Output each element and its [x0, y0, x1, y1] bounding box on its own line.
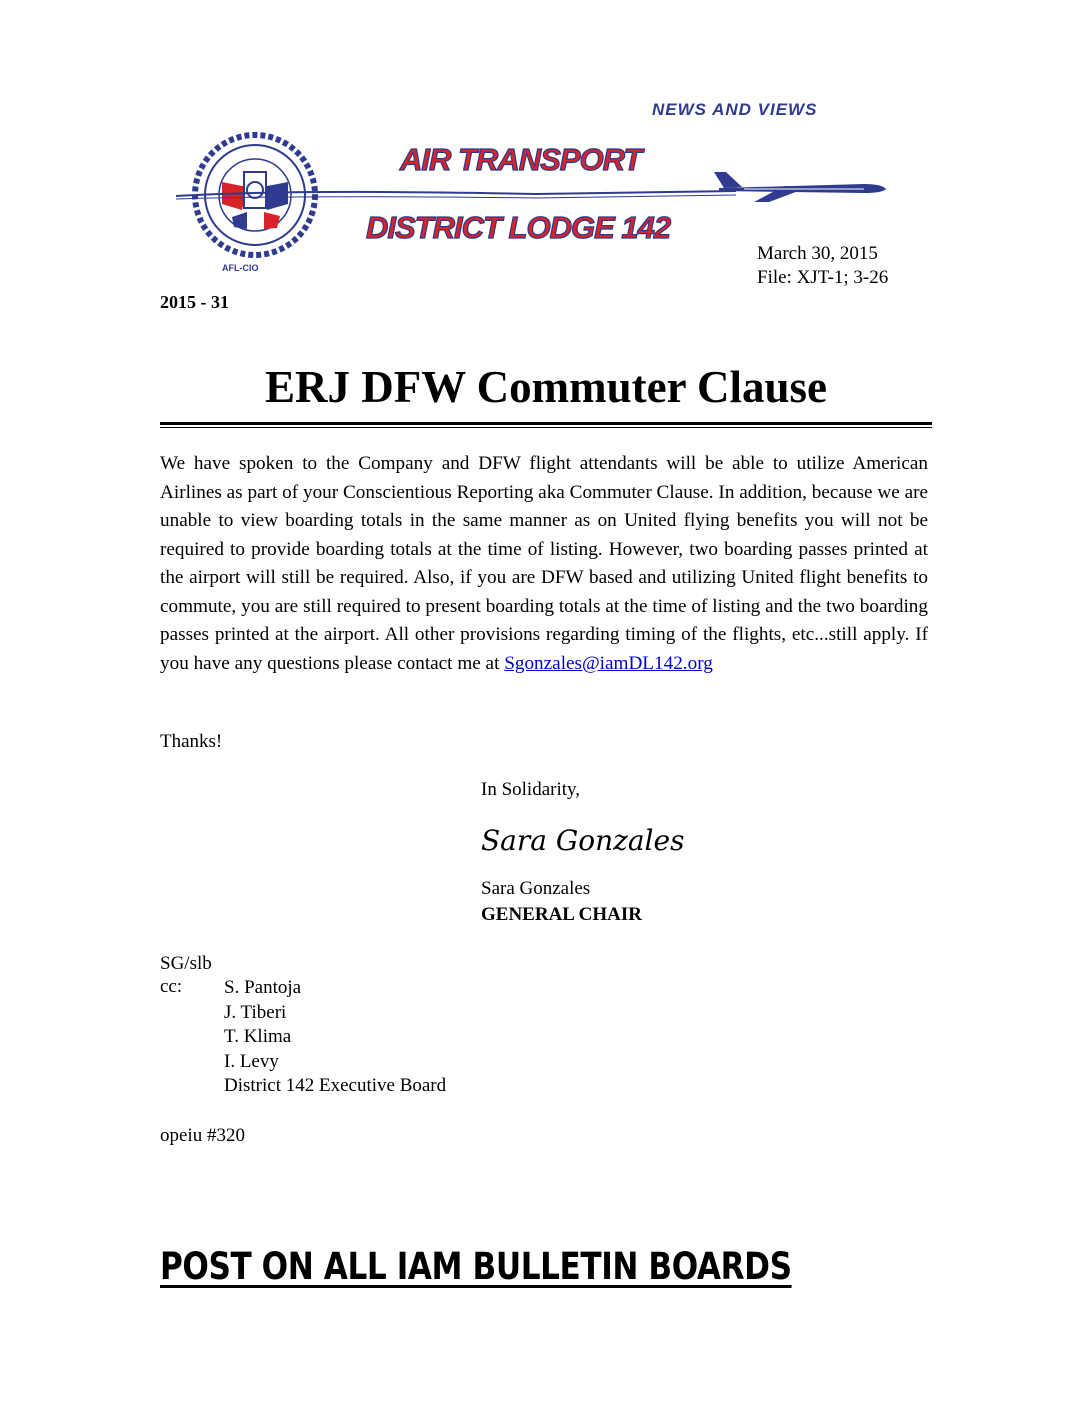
body-paragraph-text: We have spoken to the Company and DFW flight attendants will be able to utilize American Airlines as part of your Conscientious Reporting aka Commuter Clause. In addition, because we are unable to view boarding totals in the same manner as on United flying benefits you will not be required to provide boarding totals at the time of listing. However, two boarding passes printed at the airport will still be required. Also, if you are DFW based and utilizing United flight benefits to commute, you are still required to present boarding totals at the time of listing and the two boarding passes printed at the airport. All other provisions regarding timing of the flights, etc...still apply. If you have any questions please contact me at	[160, 453, 928, 674]
title-rule-thick	[160, 422, 932, 425]
signer-block	[481, 876, 642, 928]
jet-airplane-icon	[714, 164, 889, 204]
cc-recipient: J. Tiberi	[224, 1001, 287, 1023]
cc-recipient: S. Pantoja	[224, 977, 302, 998]
letterhead-title-district-lodge: DISTRICT LODGE 142	[366, 210, 671, 245]
union-label: opeiu #320	[160, 1125, 245, 1146]
thanks-line: Thanks!	[160, 731, 223, 752]
letter-date: March 30, 2015	[757, 243, 878, 264]
letterhead-title-air-transport: AIR TRANSPORT	[400, 142, 642, 177]
cc-recipient: T. Klima	[224, 1026, 292, 1047]
page-title: ERJ DFW Commuter Clause	[264, 362, 828, 412]
signer-name: Sara Gonzales	[481, 878, 591, 899]
date-file-block	[757, 242, 888, 290]
cc-recipient: District 142 Executive Board	[224, 1075, 447, 1096]
signer-title: GENERAL CHAIR	[481, 904, 642, 925]
afl-cio-label: AFL-CIO	[222, 263, 259, 273]
body-paragraph	[160, 450, 928, 678]
newsletter-tagline: NEWS AND VIEWS	[652, 100, 818, 119]
file-reference: File: XJT-1; 3-26	[757, 267, 889, 288]
post-bulletin-banner: POST ON ALL IAM BULLETIN BOARDS	[160, 1244, 792, 1288]
contact-email-link[interactable]: Sgonzales@iamDL142.org	[504, 652, 713, 674]
cc-recipient: I. Levy	[224, 1050, 279, 1072]
typist-initials: SG/slb	[160, 953, 212, 974]
closing-salutation: In Solidarity,	[481, 779, 581, 800]
cc-list	[224, 976, 446, 1099]
bulletin-number: 2015 - 31	[160, 292, 229, 312]
title-rule-thin	[160, 427, 932, 428]
cc-label: cc:	[160, 976, 183, 997]
handwritten-signature: Sara Gonzales	[481, 824, 685, 857]
